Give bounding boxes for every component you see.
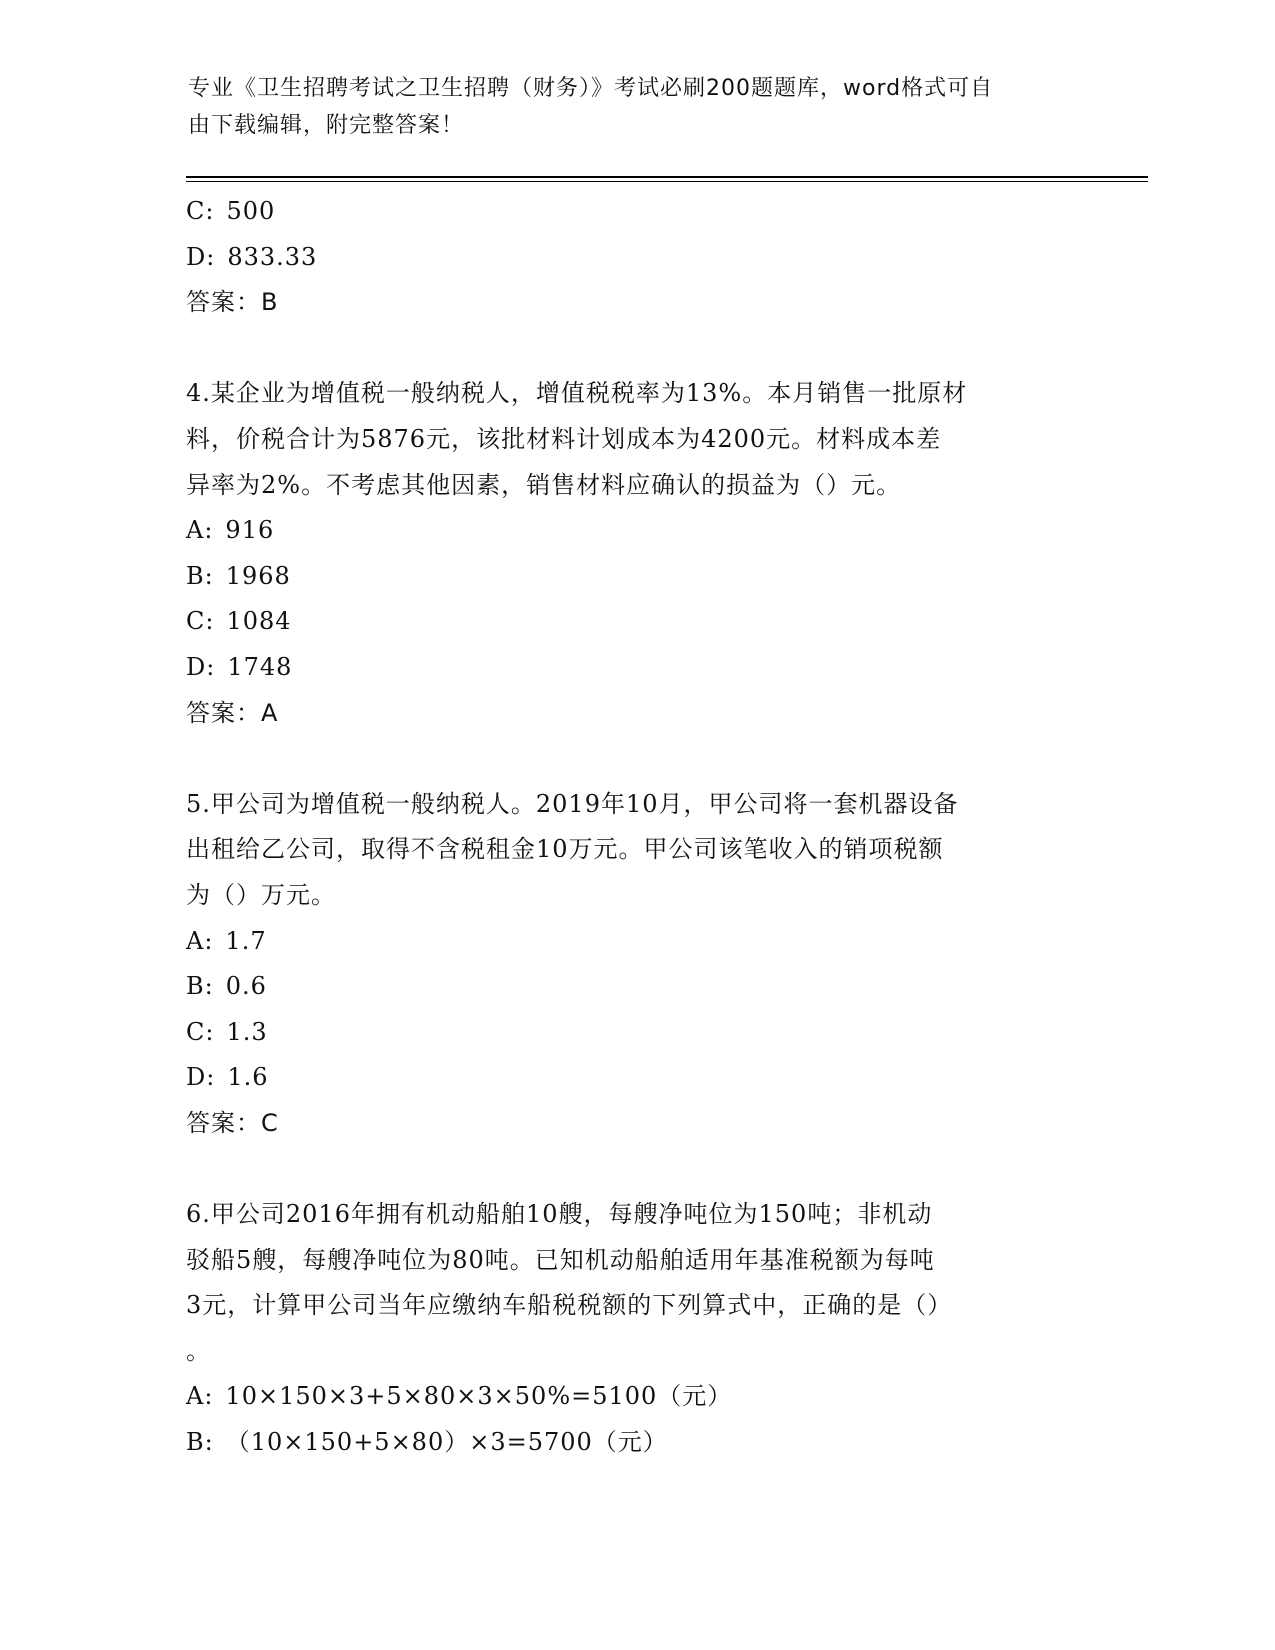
question-text: 。	[186, 1336, 211, 1365]
question-text: 驳船5艘，每艘净吨位为80吨。已知机动船舶适用年基准税额为每吨	[186, 1245, 935, 1274]
option-b: B: 1968	[186, 561, 291, 590]
option-c: C: 500	[186, 197, 276, 225]
question-text: 出租给乙公司，取得不含税租金10万元。甲公司该笔收入的销项税额	[186, 835, 944, 864]
question-6	[186, 1192, 1086, 1466]
option-b: B: 0.6	[186, 972, 267, 1001]
option-a: A: 1.7	[186, 926, 267, 955]
option-c: C: 1084	[186, 607, 292, 636]
option-c: C: 1.3	[186, 1017, 268, 1046]
question-5	[186, 782, 1086, 1147]
header-line: 由下载编辑，附完整答案！	[188, 113, 465, 138]
answer-line: 答案：B	[186, 288, 279, 317]
option-d: D: 1748	[186, 652, 293, 681]
option-d: D: 833.33	[186, 242, 318, 271]
header-divider-thin	[186, 181, 1148, 182]
option-a: A: 10×150×3+5×80×3×50%=5100（元）	[186, 1382, 733, 1411]
header-line: 专业《卫生招聘考试之卫生招聘（财务）》考试必刷200题题库，word格式可自	[188, 76, 994, 101]
question-text: 为（）万元。	[186, 880, 336, 909]
spacer	[186, 326, 1086, 372]
option-d: D: 1.6	[186, 1063, 269, 1092]
document-body	[186, 189, 1086, 1466]
question-text: 4.某企业为增值税一般纳税人，增值税税率为13%。本月销售一批原材	[186, 379, 968, 408]
question-text: 异率为2%。不考虑其他因素，销售材料应确认的损益为（）元。	[186, 470, 902, 499]
answer-line: 答案：C	[186, 1108, 279, 1137]
answer-line: 答案：A	[186, 698, 279, 727]
question-text: 3元，计算甲公司当年应缴纳车船税税额的下列算式中，正确的是（）	[186, 1291, 953, 1320]
question-text: 料，价税合计为5876元，该批材料计划成本为4200元。材料成本差	[186, 424, 942, 453]
header-divider	[186, 176, 1148, 178]
option-a: A: 916	[186, 516, 275, 545]
option-b: B: （10×150+5×80）×3=5700（元）	[186, 1428, 668, 1457]
document-header	[188, 70, 1088, 144]
spacer	[186, 1146, 1086, 1192]
question-text: 6.甲公司2016年拥有机动船舶10艘，每艘净吨位为150吨；非机动	[186, 1200, 933, 1229]
spacer	[186, 736, 1086, 782]
question-text: 5.甲公司为增值税一般纳税人。2019年10月，甲公司将一套机器设备	[186, 789, 959, 818]
question-4	[186, 371, 1086, 736]
